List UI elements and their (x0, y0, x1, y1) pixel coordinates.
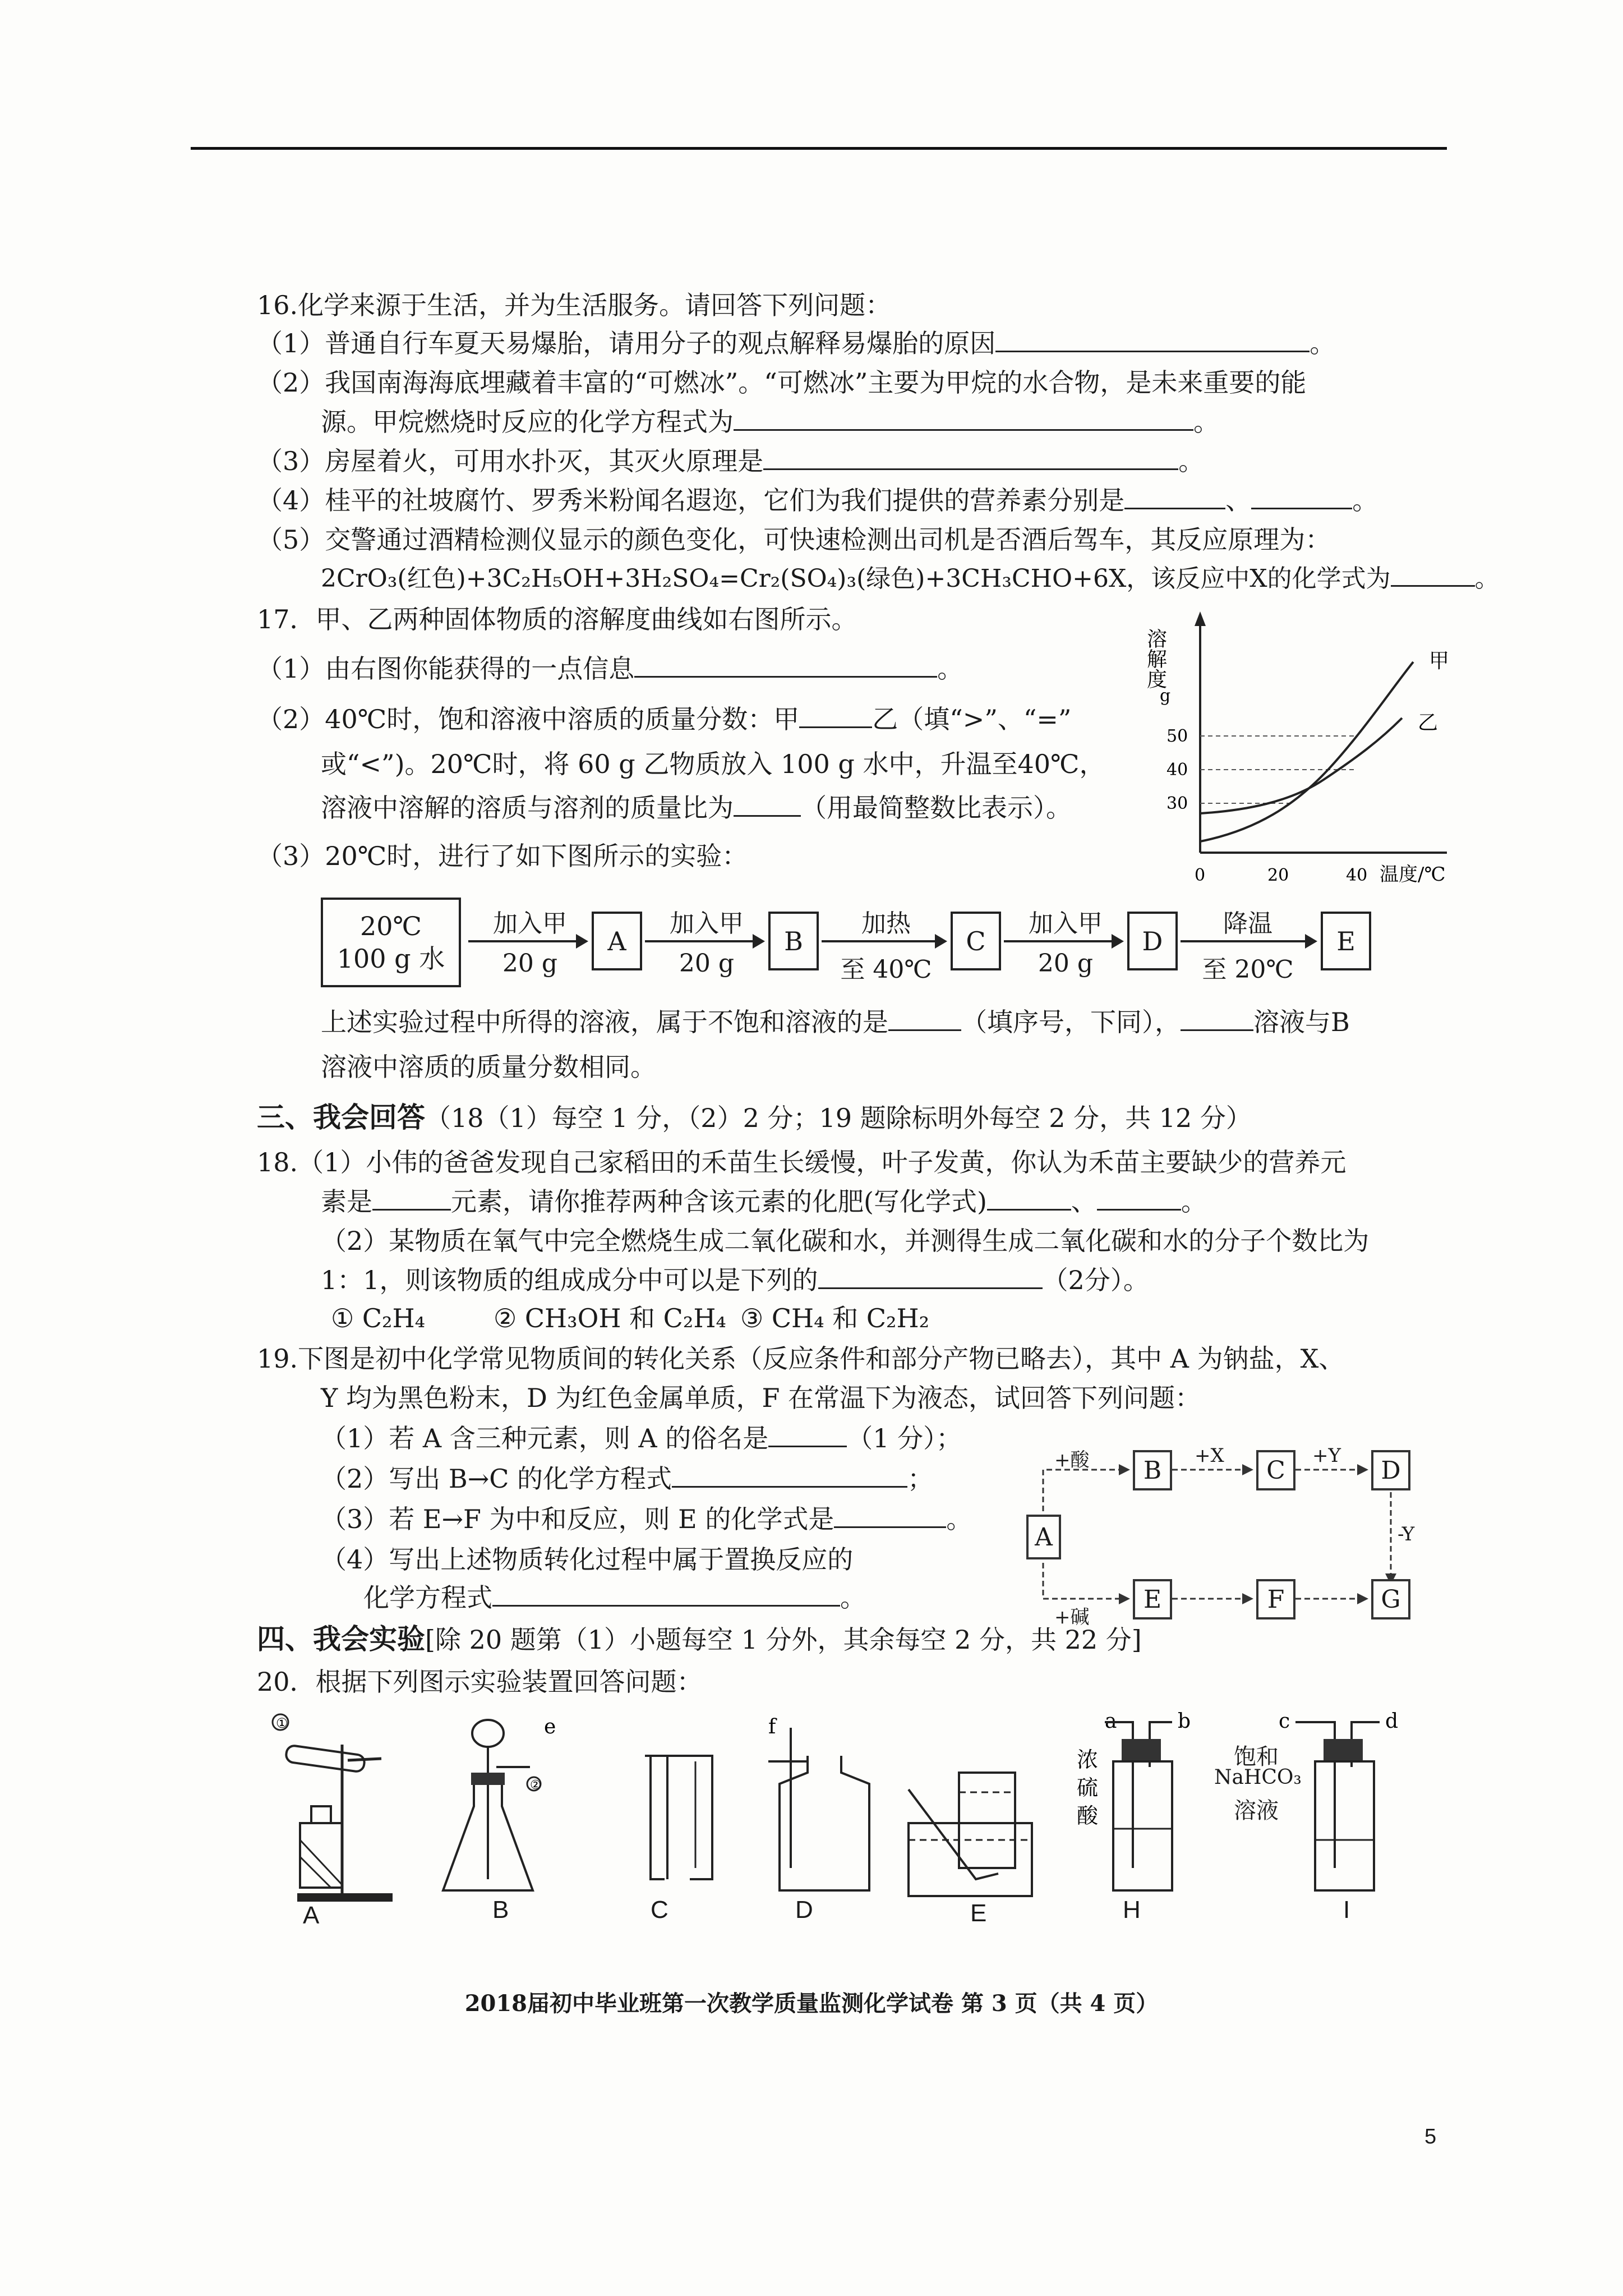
chart-y-arrow (1195, 611, 1206, 626)
q16-part5a: （5）交警通过酒精检测仪显示的颜色变化，可快速检测出司机是否酒后驾车，其反应原理为： (257, 524, 1331, 555)
edge-a-e (1043, 1554, 1122, 1599)
flow-step1-top: 加入甲 (493, 909, 567, 938)
flow-arrow-2 (645, 940, 763, 942)
label-y: +Y (1312, 1444, 1341, 1467)
flow-node-d: D (1127, 912, 1178, 970)
flow-step2-top: 加入甲 (670, 909, 744, 938)
q16-part2a: （2）我国南海海底埋藏着丰富的“可燃冰”。“可燃冰”主要为甲烷的水合物，是未来重要的能 (257, 367, 1307, 398)
label-c: C (651, 1896, 668, 1924)
chart-ytick-40: 40 (1166, 760, 1188, 780)
curve-jia (1200, 662, 1413, 841)
label-h: H (1123, 1896, 1141, 1924)
q18-part1a: 18.（1）小伟的爸爸发现自己家稻田的禾苗生长缓慢，叶子发黄，你认为禾苗主要缺少的营养元 (257, 1147, 1347, 1177)
page-number: 5 (1424, 2125, 1437, 2148)
apparatus-b (443, 1715, 556, 1890)
q17-after-line1: 上述实验过程中所得的溶液，属于不饱和溶液的是 （填序号，下同）， 溶液与B (321, 1007, 1350, 1037)
mark-circle1: ① (276, 1715, 288, 1731)
q19-part4a: （4）写出上述物质转化过程中属于置换反应的 (321, 1544, 854, 1575)
mark-a: a (1105, 1711, 1117, 1733)
label-acid: +酸 (1054, 1449, 1090, 1471)
apparatus-d (768, 1715, 869, 1890)
label-a: A (303, 1902, 320, 1929)
mark-d: d (1385, 1711, 1399, 1733)
q19-part3: （3）若 E→F 为中和反应，则 E 的化学式是 。 (321, 1504, 972, 1534)
node-g: G (1371, 1579, 1410, 1619)
flow-step4-bottom: 20 g (1038, 949, 1094, 978)
flow-step1-bottom: 20 g (502, 949, 558, 978)
node-a: A (1026, 1515, 1061, 1559)
chart-ytick-50: 50 (1166, 726, 1188, 746)
chart-yunit: g (1160, 686, 1171, 706)
label-base: +碱 (1054, 1606, 1090, 1628)
page-footer: 2018届初中毕业班第一次教学质量监测化学试卷 第 3 页（共 4 页） (464, 1990, 1159, 2017)
flow-arrow-4 (1004, 940, 1122, 942)
flow-step4-top: 加入甲 (1029, 909, 1103, 938)
apparatus-i (1279, 1711, 1398, 1890)
flow-step3-bottom: 至 40℃ (840, 955, 932, 984)
h-text-2: 硫 (1077, 1775, 1099, 1800)
flow-node-b: B (768, 912, 819, 970)
apparatus-e (909, 1773, 1032, 1896)
q19-part4b: 化学方程式 。 (363, 1582, 866, 1613)
flow-step5-top: 降温 (1223, 909, 1272, 938)
apparatus-h (1077, 1711, 1191, 1890)
series-label-jia: 甲 (1429, 650, 1450, 673)
q17-part2a: （2）40℃时，饱和溶液中溶质的质量分数：甲 乙（填“>”、“=” (257, 704, 1072, 734)
label-b: B (492, 1896, 509, 1924)
mark-f: f (768, 1715, 776, 1738)
apparatus-a (273, 1714, 393, 1902)
arrowhead-b-c (1242, 1464, 1253, 1475)
chart-xtick-0: 0 (1195, 866, 1206, 885)
flow-start-box (321, 898, 461, 987)
q19-intro-a: 19.下图是初中化学常见物质间的转化关系（反应条件和部分产物已略去），其中 A 为钠盐，X、 (257, 1343, 1345, 1374)
arrowhead-e-f (1242, 1593, 1253, 1604)
q16-part2b: 源。甲烷燃烧时反应的化学方程式为 。 (321, 407, 1219, 437)
flow-node-a: A (592, 912, 642, 970)
q16-part3: （3）房屋着火，可用水扑灭，其灭火原理是 。 (257, 446, 1205, 476)
i-text-3: 溶液 (1234, 1798, 1279, 1824)
q19-part1: （1）若 A 含三种元素，则 A 的俗名是 （1 分）； (321, 1423, 962, 1453)
q20-title: 20．根据下列图示实验装置回答问题： (257, 1667, 703, 1697)
q18-part1b: 素是 元素，请你推荐两种含该元素的化肥(写化学式) 、 。 (321, 1186, 1207, 1217)
q16-title: 16.化学来源于生活，并为生活服务。请回答下列问题： (257, 290, 892, 320)
section3-heading: 三、我会回答（18（1）每空 1 分，（2）2 分；19 题除标明外每空 2 分，共 12 分） (257, 1101, 1252, 1134)
q18-option3: ③ CH₄ 和 C₂H₂ (740, 1303, 930, 1333)
flow-node-e: E (1321, 912, 1371, 970)
mark-c: c (1279, 1711, 1290, 1733)
arrowhead-c-d (1357, 1464, 1368, 1475)
q17-part1: （1）由右图你能获得的一点信息 。 (257, 654, 963, 684)
curve-yi (1200, 718, 1402, 813)
section4-heading: 四、我会实验[除 20 题第（1）小题每空 1 分外，其余每空 2 分，共 22 分] (257, 1622, 1142, 1655)
q17-part2b: 或“<”)。20℃时，将 60 g 乙物质放入 100 g 水中，升温至40℃， (321, 749, 1105, 779)
q19-intro-b: Y 均为黑色粉末，D 为红色金属单质，F 在常温下为液态，试回答下列问题： (321, 1383, 1201, 1413)
mark-e: e (544, 1715, 556, 1738)
node-f: F (1256, 1579, 1295, 1619)
flow-step3-top: 加热 (861, 909, 911, 938)
q18-part2a: （2）某物质在氧气中完全燃烧生成二氧化碳和水，并测得生成二氧化碳和水的分子个数比为 (321, 1226, 1370, 1256)
q17-part3: （3）20℃时，进行了如下图所示的实验： (257, 841, 748, 871)
flow-start-line2: 100 g 水 (336, 944, 445, 974)
chart-xtick-40: 40 (1346, 866, 1368, 885)
q16-part5b: 2CrO₃(红色)+3C₂H₅OH+3H₂SO₄=Cr₂(SO₄)₃(绿色)+3CH₃CHO+6X，该反应中X的化学式为 。 (321, 561, 1500, 597)
node-b: B (1133, 1450, 1172, 1490)
i-text-1: 饱和 (1234, 1744, 1279, 1770)
flow-node-c: C (951, 912, 1001, 970)
node-d: D (1371, 1450, 1410, 1490)
flow-step5-bottom: 至 20℃ (1202, 955, 1294, 984)
q18-part2b: 1：1，则该物质的组成成分中可以是下列的 （2分）。 (321, 1265, 1149, 1295)
chart-ytick-30: 30 (1166, 794, 1188, 813)
series-label-yi: 乙 (1418, 711, 1438, 734)
label-i: I (1343, 1896, 1350, 1924)
q16-part4: （4）桂平的社坡腐竹、罗秀米粉闻名遐迩，它们为我们提供的营养素分别是 、 。 (257, 485, 1378, 516)
mark-circle2: ② (530, 1778, 541, 1792)
label-d: D (795, 1896, 813, 1924)
node-c: C (1256, 1450, 1295, 1490)
transform-diagram (1021, 1436, 1424, 1628)
q16-part1: （1）普通自行车夏天易爆胎，请用分子的观点解释易爆胎的原因 。 (257, 328, 1336, 358)
apparatus-c (645, 1756, 712, 1879)
edge-a-b (1043, 1470, 1122, 1520)
h-text-3: 酸 (1077, 1803, 1099, 1828)
i-text-2: NaHCO₃ (1214, 1766, 1302, 1789)
label-e: E (970, 1899, 987, 1927)
chart-xtick-20: 20 (1267, 866, 1289, 885)
q19-part2: （2）写出 B→C 的化学方程式 ； (321, 1464, 934, 1494)
arrowhead-a-b (1119, 1464, 1130, 1475)
h-text-1: 浓 (1077, 1747, 1099, 1772)
mark-b: b (1178, 1711, 1191, 1733)
q17-part2c: 溶液中溶解的溶质与溶剂的质量比为 （用最简整数比表示）。 (321, 793, 1072, 823)
flow-step2-bottom: 20 g (679, 949, 735, 978)
q18-option1: ① C₂H₄ (331, 1303, 426, 1333)
node-e: E (1133, 1579, 1172, 1619)
chart-ylabel: 溶解度 (1144, 628, 1167, 689)
arrowhead-a-e (1119, 1593, 1130, 1604)
solubility-chart (1144, 606, 1458, 898)
top-rule (191, 147, 1447, 150)
apparatus-figure (264, 1711, 1475, 1947)
flow-start-line1: 20℃ (360, 911, 422, 941)
flow-arrow-1 (468, 940, 586, 942)
flow-arrow-5 (1181, 940, 1315, 942)
label-minus-y: -Y (1398, 1523, 1415, 1545)
label-x: +X (1195, 1444, 1224, 1467)
chart-xlabel: 温度/℃ (1380, 863, 1446, 886)
q17-title: 17．甲、乙两种固体物质的溶解度曲线如右图所示。 (257, 604, 857, 634)
q18-option2: ② CH₃OH 和 C₂H₄ (494, 1303, 726, 1333)
arrowhead-f-g (1357, 1593, 1368, 1604)
flow-arrow-3 (822, 940, 945, 942)
q17-after-line2: 溶液中溶质的质量分数相同。 (321, 1052, 656, 1082)
